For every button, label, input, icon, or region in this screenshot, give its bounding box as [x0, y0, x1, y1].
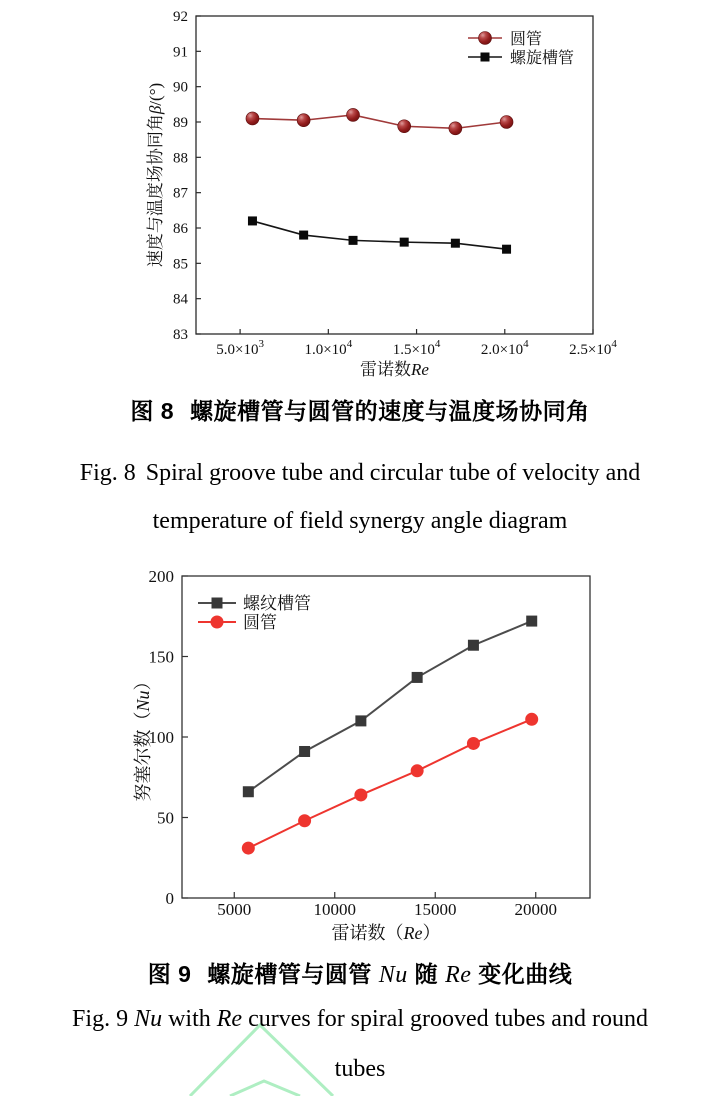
- svg-text:90: 90: [173, 79, 188, 96]
- svg-text:84: 84: [173, 291, 188, 308]
- figure9-en-part1: Fig. 9: [72, 1006, 135, 1032]
- figure8-en-number: Fig. 8: [79, 460, 136, 486]
- figure9-caption-en-line1: [0, 1006, 720, 1033]
- figure9-re-italic: Re: [445, 962, 472, 988]
- figure8-number: 图 8: [130, 398, 175, 424]
- svg-text:雷诺数（Re）: 雷诺数（Re）: [331, 923, 441, 943]
- svg-text:2.0×104: $2.0\times 10^4$: [480, 338, 529, 358]
- figure8-en-text: Spiral groove tube and circular tube of velocity and: [145, 460, 641, 486]
- figure9-en-part3: curves for spiral grooved tubes and round: [242, 1006, 648, 1032]
- svg-text:88: 88: [173, 150, 188, 167]
- svg-text:10000: 10000: [313, 900, 356, 919]
- svg-text:0: 0: [165, 889, 174, 908]
- figure9-number: 图 9: [147, 961, 192, 987]
- figure9-caption-en-line2: tubes: [334, 1056, 386, 1082]
- figure8-caption-en-line1: [0, 460, 720, 487]
- svg-text:圆管: 圆管: [510, 31, 543, 48]
- svg-text:91: 91: [173, 44, 188, 61]
- svg-text:100: 100: [148, 728, 174, 747]
- svg-text:20000: 20000: [514, 900, 557, 919]
- figure9-en-nu-italic: Nu: [134, 1006, 163, 1032]
- svg-text:85: 85: [173, 256, 188, 273]
- figure9-line-chart: [0, 558, 720, 950]
- svg-text:50: 50: [157, 808, 174, 828]
- svg-text:89: 89: [173, 115, 188, 131]
- figure8-caption-zh: [0, 393, 720, 426]
- figure9-en-part2: with: [162, 1006, 217, 1032]
- figure8-line-chart: [0, 0, 720, 390]
- svg-text:5.0×103: $5.0\times 10^3$: [216, 338, 264, 358]
- svg-text:5000: 5000: [217, 900, 252, 919]
- svg-text:92: 92: [173, 9, 188, 25]
- svg-text:1.0×104: $1.0\times 10^4$: [304, 338, 353, 358]
- figure8-title-zh: 螺旋槽管与圆管的速度与温度场协同角: [190, 398, 590, 424]
- svg-text:15000: 15000: [413, 900, 457, 919]
- figure9-title-zh-part1: 螺旋槽管与圆管: [207, 961, 372, 987]
- svg-text:速度与温度场协同角β/(°): 速度与温度场协同角β/(°): [146, 82, 165, 268]
- svg-text:2.5×104: $2.5\times 10^4$: [569, 338, 617, 358]
- svg-text:螺纹槽管: 螺纹槽管: [243, 594, 311, 613]
- figure9-nu-italic: Nu: [378, 962, 408, 988]
- svg-text:圆管: 圆管: [243, 613, 277, 632]
- figure9-title-zh-part2: 随: [407, 961, 446, 987]
- svg-text:螺旋槽管: 螺旋槽管: [510, 50, 575, 67]
- svg-text:雷诺数Re: 雷诺数Re: [360, 360, 429, 379]
- figure8-caption-en-line2: temperature of field synergy angle diagram: [152, 508, 568, 534]
- svg-text:150: 150: [148, 647, 174, 667]
- svg-text:83: 83: [173, 327, 188, 343]
- figure9-caption-zh: [0, 956, 720, 989]
- svg-text:努塞尔数（Nu）: 努塞尔数（Nu）: [133, 672, 153, 802]
- svg-text:87: 87: [173, 185, 188, 202]
- svg-text:86: 86: [173, 221, 188, 237]
- svg-text:200: 200: [148, 567, 174, 586]
- figure9-title-zh-part3: 变化曲线: [471, 961, 573, 987]
- figure9-en-re-italic: Re: [216, 1006, 243, 1032]
- svg-text:1.5×104: $1.5\times 10^4$: [392, 338, 441, 358]
